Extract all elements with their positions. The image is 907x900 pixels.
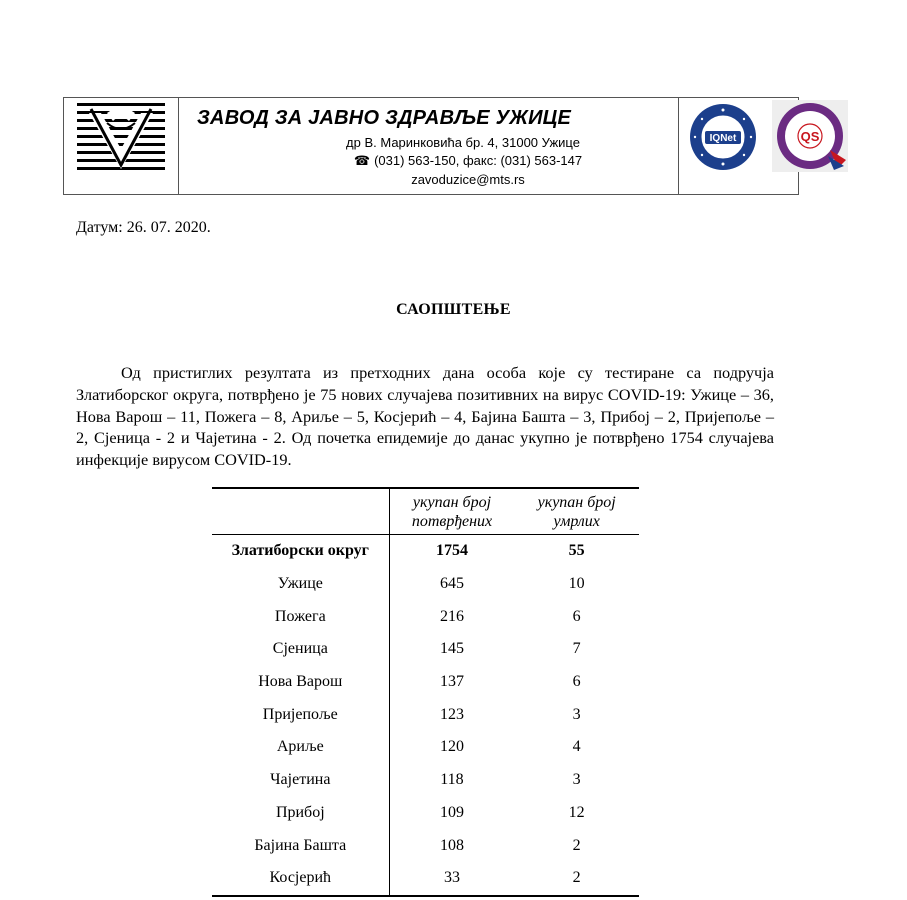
institution-info	[178, 98, 679, 194]
row-confirmed: 118	[389, 764, 514, 797]
row-deaths: 10	[568, 575, 585, 593]
row-deaths: 6	[572, 673, 581, 691]
row-deaths: 55	[568, 542, 585, 560]
row-confirmed: 109	[389, 797, 514, 830]
table-row	[212, 764, 639, 797]
table-row	[212, 666, 639, 699]
document-title: САОПШТЕЊЕ	[396, 301, 511, 318]
row-name: Чајетина	[270, 771, 331, 789]
phone-fax: (031) 563-150, факс: (031) 563-147	[374, 153, 583, 168]
table-row	[212, 797, 639, 830]
row-deaths: 3	[572, 771, 581, 789]
row-name: Прибој	[275, 803, 325, 821]
row-name: Ариље	[276, 738, 324, 756]
row-name: Ужице	[277, 575, 323, 593]
row-deaths: 6	[572, 607, 581, 625]
table-header-row	[212, 488, 639, 535]
row-deaths: 7	[572, 640, 581, 658]
table-body	[212, 535, 639, 896]
telephone-icon: ☎	[353, 153, 371, 168]
institute-logo-icon	[77, 103, 165, 175]
column-header-district	[212, 488, 389, 535]
table-row	[212, 829, 639, 862]
row-name: Бајина Башта	[254, 836, 347, 854]
institution-phone-line	[178, 153, 678, 169]
institution-email: zavoduzice@mts.rs	[411, 172, 525, 187]
row-name: Сјеница	[272, 640, 328, 658]
covid-cases-table	[212, 487, 639, 897]
row-deaths: 2	[514, 862, 639, 896]
row-confirmed: 145	[389, 633, 514, 666]
row-name: Нова Варош	[258, 673, 343, 691]
row-deaths: 3	[572, 705, 581, 723]
table-row	[212, 862, 639, 896]
iqnet-label: IQNet	[709, 133, 737, 144]
qs-label: QS	[800, 129, 820, 144]
table-row	[212, 698, 639, 731]
row-name: Пријепоље	[262, 705, 338, 723]
table-row	[212, 600, 639, 633]
logo-cell	[64, 98, 179, 194]
row-deaths: 12	[568, 803, 585, 821]
institution-address: др В. Маринковића бр. 4, 31000 Ужице	[346, 135, 580, 150]
institution-name: ЗАВОД ЗА ЈАВНО ЗДРАВЉЕ УЖИЦЕ	[197, 107, 571, 129]
row-confirmed: 645	[389, 568, 514, 601]
row-deaths: 4	[572, 738, 581, 756]
announcement-paragraph: Од пристиглих резултата из претходних дана особа које су тестиране са подручја Златиборског округа, потврђено је 75 нових случајева позитивних на вирус COVID-19: Ужице – 36, Нова Варош – 11, Пожега – 8, Ариље – 5, Косјерић – 4, Бајина Башта – 3, Прибој – 2, Пријепоље – 2, Сјеница - 2 и Чајетина - 2. Од почетка епидемије до данас укупно је потврђено 1754 случајева инфекције вирусом COVID-19.	[76, 363, 774, 470]
row-confirmed: 108	[389, 829, 514, 862]
letterhead	[63, 97, 820, 195]
row-confirmed: 123	[389, 698, 514, 731]
table-row-total	[212, 535, 639, 568]
table-row	[212, 568, 639, 601]
row-confirmed: 33	[389, 862, 514, 896]
qs-iso-9001-seal-icon	[772, 100, 848, 172]
row-confirmed: 137	[389, 666, 514, 699]
row-name: Косјерић	[212, 862, 389, 896]
iqnet-certified-management-system-seal-icon	[688, 102, 758, 172]
document-date: Датум: 26. 07. 2020.	[76, 219, 211, 236]
certificates-cell	[678, 98, 820, 194]
row-confirmed: 120	[389, 731, 514, 764]
row-deaths: 2	[572, 836, 581, 854]
table-row	[212, 731, 639, 764]
column-header-deaths: укупан број умрлих	[514, 488, 639, 535]
row-confirmed: 216	[389, 600, 514, 633]
table-row	[212, 633, 639, 666]
row-confirmed: 1754	[389, 535, 514, 568]
column-header-confirmed: укупан број потврђених	[389, 488, 514, 535]
row-name: Златиборски округ	[231, 542, 369, 560]
row-name: Пожега	[274, 607, 326, 625]
